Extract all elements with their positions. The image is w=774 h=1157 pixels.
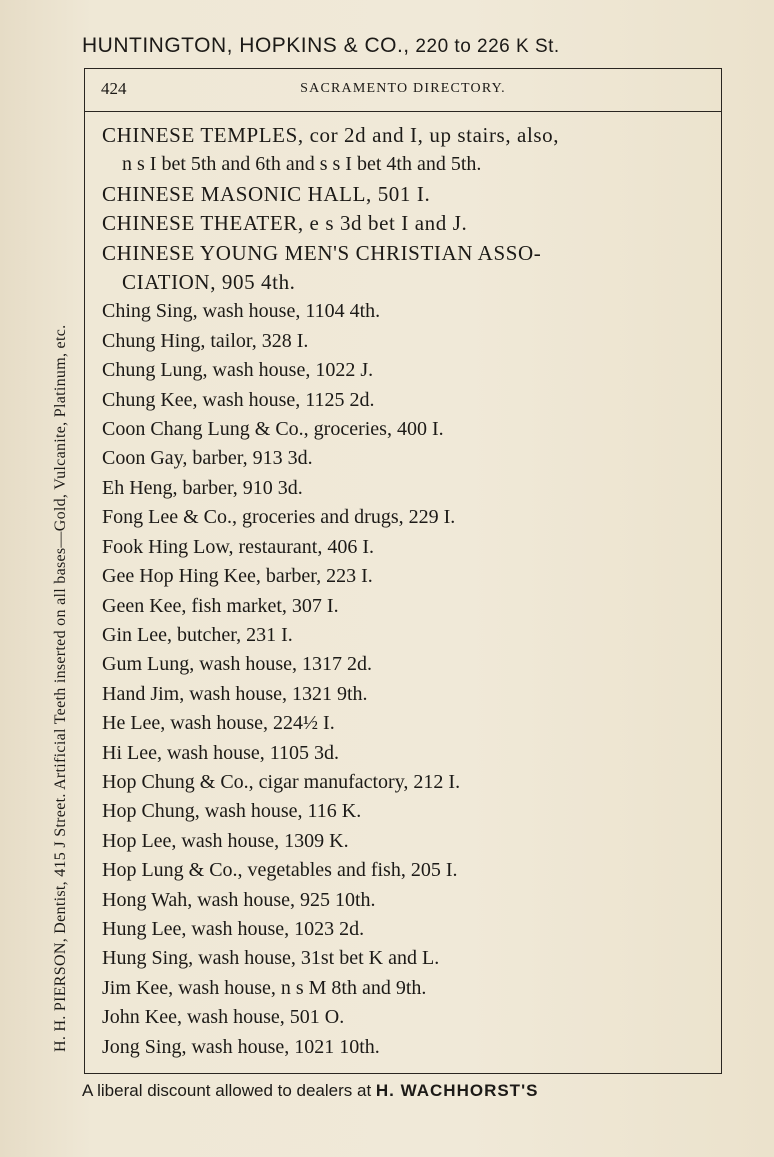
directory-entry: Jong Sing, wash house, 1021 10th.: [102, 1035, 380, 1058]
directory-entry: Hi Lee, wash house, 1105 3d.: [102, 741, 339, 764]
directory-entries: [102, 121, 712, 1062]
directory-entry: Hand Jim, wash house, 1321 9th.: [102, 682, 368, 705]
header-firm: HUNTINGTON, HOPKINS & CO.,: [82, 34, 410, 57]
directory-entry: Hong Wah, wash house, 925 10th.: [102, 888, 376, 911]
directory-entry: Gin Lee, butcher, 231 I.: [102, 623, 293, 646]
header-address: 220 to 226 K St.: [409, 36, 560, 57]
directory-entry: Coon Chang Lung & Co., groceries, 400 I.: [102, 418, 444, 441]
advertising-header: [82, 34, 727, 58]
running-title: SACRAMENTO DIRECTORY.: [300, 81, 506, 96]
directory-entry: Fook Hing Low, restaurant, 406 I.: [102, 535, 374, 558]
directory-entry: n s I bet 5th and 6th and s s I bet 4th and 5th.: [122, 153, 482, 176]
directory-entry: John Kee, wash house, 501 O.: [102, 1006, 345, 1029]
directory-entry: Gee Hop Hing Kee, barber, 223 I.: [102, 565, 373, 588]
directory-entry: CHINESE THEATER, e s 3d bet I and J.: [102, 211, 468, 236]
side-margin-text: H. H. PIERSON, Dentist, 415 J Street. Artificial Teeth inserted on all bases—Gold, Vulcanite, Platinum, etc.: [52, 324, 69, 1052]
directory-entry: He Lee, wash house, 224½ I.: [102, 712, 335, 735]
directory-entry: CHINESE TEMPLES, cor 2d and I, up stairs, also,: [102, 123, 560, 147]
page-number: 424: [101, 79, 127, 98]
directory-entry: Jim Kee, wash house, n s M 8th and 9th.: [102, 976, 427, 999]
directory-entry: Chung Kee, wash house, 1125 2d.: [102, 388, 375, 411]
directory-entry: Fong Lee & Co., groceries and drugs, 229 I.: [102, 506, 456, 529]
directory-entry: Hop Chung & Co., cigar manufactory, 212 I.: [102, 770, 461, 793]
advertising-footer: [82, 1081, 727, 1101]
directory-entry: Chung Lung, wash house, 1022 J.: [102, 359, 374, 382]
directory-entry: CHINESE YOUNG MEN'S CHRISTIAN ASSO-: [102, 240, 542, 265]
directory-entry: CIATION, 905 4th.: [122, 270, 296, 295]
footer-text: A liberal discount allowed to dealers at: [82, 1081, 376, 1100]
directory-entry: Ching Sing, wash house, 1104 4th.: [102, 300, 381, 323]
directory-entry: Hop Lung & Co., vegetables and fish, 205 I.: [102, 859, 458, 882]
directory-entry: Hung Lee, wash house, 1023 2d.: [102, 917, 365, 940]
directory-entry: Coon Gay, barber, 913 3d.: [102, 447, 313, 470]
footer-name: H. WACHHORST'S: [375, 1081, 539, 1100]
directory-entry: Geen Kee, fish market, 307 I.: [102, 594, 339, 617]
directory-entry: Chung Hing, tailor, 328 I.: [102, 329, 309, 352]
directory-entry: Gum Lung, wash house, 1317 2d.: [102, 653, 372, 676]
directory-entry: Hung Sing, wash house, 31st bet K and L.: [102, 947, 440, 970]
directory-entry: Hop Lee, wash house, 1309 K.: [102, 829, 349, 852]
directory-entry: Hop Chung, wash house, 116 K.: [102, 800, 362, 823]
directory-entry: CHINESE MASONIC HALL, 501 I.: [102, 181, 431, 206]
directory-entry: Eh Heng, barber, 910 3d.: [102, 476, 303, 499]
header-rule: [85, 111, 721, 112]
